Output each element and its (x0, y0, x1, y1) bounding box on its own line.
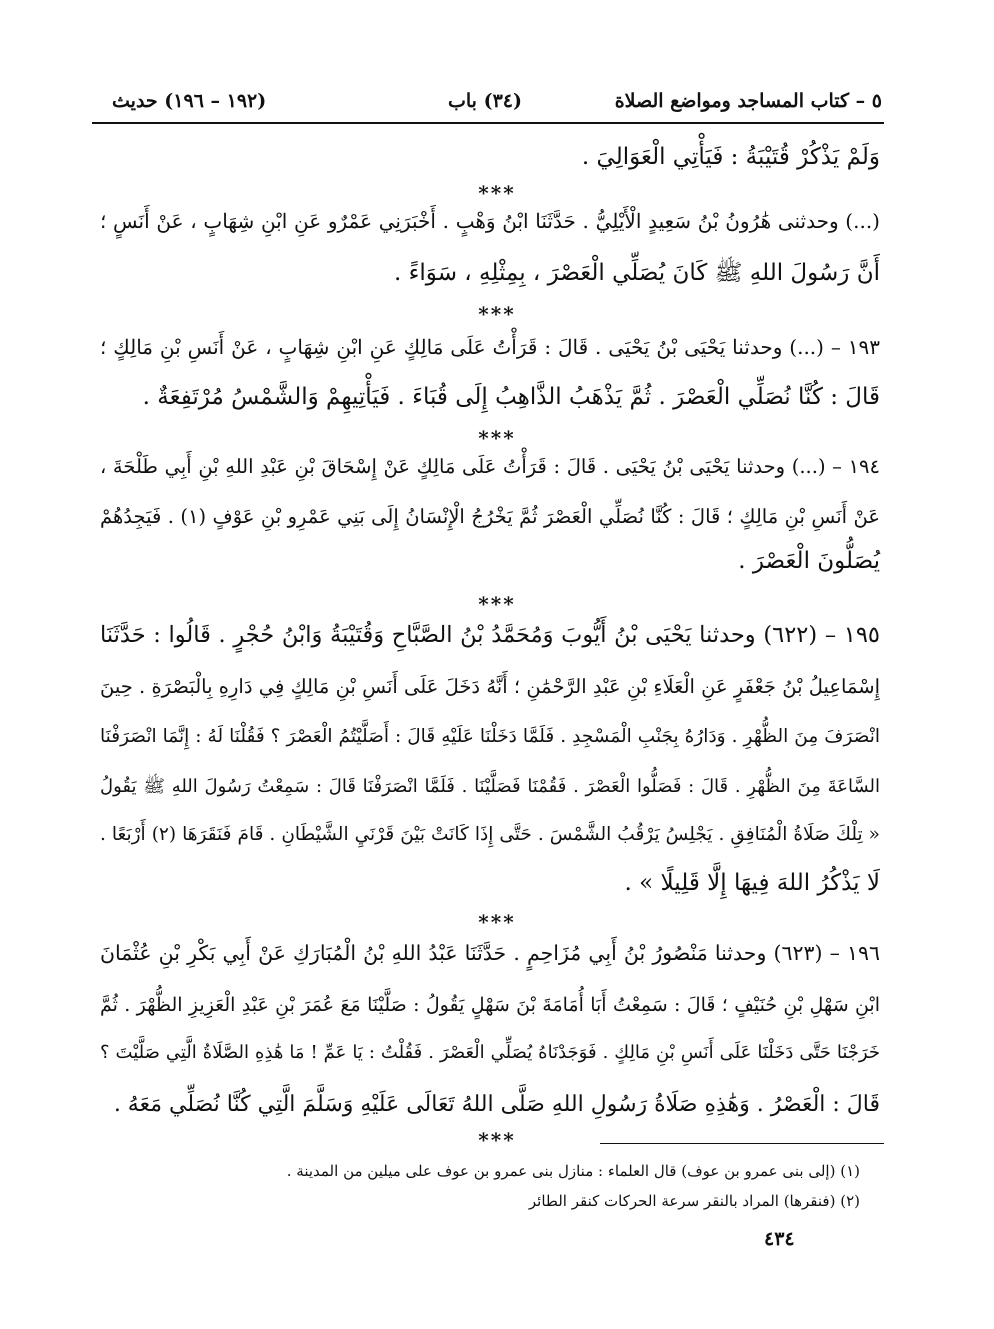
running-header (112, 86, 882, 120)
separator-stars: *** (478, 592, 516, 616)
text-line: « تِلْكَ صَلَاةُ الْمُنَافِقِ . يَجْلِسُ يَرْقُبُ الشَّمْسَ . حَتَّى إِذَا كَانَتْ بَيْنَ قَرْنَيِ الشَّيْطَانِ . قَامَ فَنَقَرَهَا (٢) أَرْبَعًا . (100, 824, 880, 845)
text-line: ١٩٦ – (٦٢٣) وحدثنا مَنْصُورُ بْنُ أَبِي مُزَاحِمٍ . حَدَّثَنَا عَبْدُ اللهِ بْنُ الْمُبَارَكِ عَنْ أَبِي بَكْرِ بْنِ عُثْمَانَ (100, 941, 880, 965)
text-line: انْصَرَفَ مِنَ الظُّهْرِ . وَدَارُهُ بِجَنْبِ الْمَسْجِدِ . فَلَمَّا دَخَلْنَا عَلَيْهِ قَالَ : أَصَلَّيْتُمُ الْعَصْرَ ؟ فَقُلْنَا لَهُ : إِنَّمَا انْصَرَفْنَا (100, 726, 880, 747)
text-line: يُصَلُّونَ الْعَصْرَ . (738, 548, 880, 574)
text-line: ١٩٥ – (٦٢٢) وحدثنا يَحْيَى بْنُ أَيُّوبَ وَمُحَمَّدُ بْنُ الصَّبَّاحِ وَقُتَيْبَةُ وَابْنُ حُجْرٍ . قَالُوا : حَدَّثَنَا (100, 622, 880, 648)
text-line: أَنَّ رَسُولَ اللهِ ﷺ كَانَ يُصَلِّي الْعَصْرَ ، بِمِثْلِهِ ، سَوَاءً . (393, 260, 880, 286)
header-rule (92, 122, 884, 124)
text-line: لَا يَذْكُرُ اللهَ فِيهَا إِلَّا قَلِيلًا » . (624, 870, 880, 896)
footnote: (٢) (فنقرها) المراد بالنقر سرعة الحركات كنقر الطائر (528, 1192, 860, 1210)
text-line: (...) وحدثنى هَٰرُونُ بْنُ سَعِيدٍ الْأَيْلِيُّ . حَدَّثَنَا ابْنُ وَهْبٍ . أَخْبَرَنِي عَمْرٌو عَنِ ابْنِ شِهَابٍ ، عَنْ أَنَسٍ ؛ (100, 209, 880, 233)
separator-stars: *** (478, 910, 516, 934)
page-number: ٤٣٤ (764, 1228, 795, 1250)
header-book-title: ٥ – كتاب المساجد ومواضع الصلاة (614, 90, 882, 112)
text-line: السَّاعَةَ مِنَ الظُّهْرِ . قَالَ : فَصَلُّوا الْعَصْرَ . فَقُمْنَا فَصَلَّيْنَا . فَلَمَّا انْصَرَفْنَا قَالَ : سَمِعْتُ رَسُولَ اللهِ ﷺ يَقُولُ (100, 776, 880, 797)
text-line: إِسْمَاعِيلُ بْنُ جَعْفَرٍ عَنِ الْعَلَاءِ بْنِ عَبْدِ الرَّحْمَٰنِ ؛ أَنَّهُ دَخَلَ عَلَى أَنَسِ بْنِ مَالِكٍ فِي دَارِهِ بِالْبَصْرَةِ . حِينَ (100, 675, 880, 698)
separator-stars: *** (478, 181, 516, 205)
footnote: (١) (إلى بنى عمرو بن عوف) قال العلماء : منازل بنى عمرو بن عوف على ميلين من المدينة . (286, 1162, 860, 1180)
text-line: ١٩٣ – (...) وحدثنا يَحْيَى بْنُ يَحْيَى . قَالَ : قَرَأْتُ عَلَى مَالِكٍ عَنِ ابْنِ شِهَابٍ ، عَنْ أَنَسِ بْنِ مَالِكٍ ؛ (100, 335, 880, 359)
text-line: وَلَمْ يَذْكُرْ قُتَيْبَةُ : فَيَأْتِي الْعَوَالِيَ . (581, 144, 880, 170)
header-hadith-range: (١٩٢ – ١٩٦) حديث (112, 90, 267, 112)
separator-stars: *** (478, 426, 516, 450)
footnote-rule (600, 1143, 884, 1144)
text-line: قَالَ : كُنَّا نُصَلِّي الْعَصْرَ . ثُمَّ يَذْهَبُ الذَّاهِبُ إِلَى قُبَاءَ . فَيَأْتِيهِمْ وَالشَّمْسُ مُرْتَفِعَةٌ . (142, 384, 880, 410)
text-line: خَرَجْنَا حَتَّى دَخَلْنَا عَلَى أَنَسِ بْنِ مَالِكٍ . فَوَجَدْنَاهُ يُصَلِّي الْعَصْرَ . فَقُلْتُ : يَا عَمِّ ! مَا هَٰذِهِ الصَّلَاةُ الَّتِي صَلَّيْتَ ؟ (100, 1042, 880, 1063)
separator-stars: *** (478, 1128, 516, 1152)
text-line: ١٩٤ – (...) وحدثنا يَحْيَى بْنُ يَحْيَى . قَالَ : قَرَأْتُ عَلَى مَالِكٍ عَنْ إِسْحَاقَ بْنِ عَبْدِ اللهِ بْنِ أَبِي طَلْحَةَ ، (100, 455, 880, 478)
separator-stars: *** (478, 302, 516, 326)
header-chapter: (٣٤) باب (448, 90, 522, 112)
text-line: عَنْ أَنَسِ بْنِ مَالِكٍ ؛ قَالَ : كُنَّا نُصَلِّي الْعَصْرَ ثُمَّ يَخْرُجُ الْإِنْسَانُ إِلَى بَنِي عَمْرِو بْنِ عَوْفٍ (١) . فَيَجِدُهُمْ (100, 505, 880, 528)
text-line: قَالَ : الْعَصْرُ . وَهَٰذِهِ صَلَاةُ رَسُولِ اللهِ صَلَّى اللهُ تَعَالَى عَلَيْهِ وَسَلَّمَ الَّتِي كُنَّا نُصَلِّي مَعَهُ . (113, 1092, 880, 1117)
text-line: ابْنِ سَهْلِ بْنِ حُنَيْفٍ ؛ قَالَ : سَمِعْتُ أَبَا أُمَامَةَ بْنَ سَهْلٍ يَقُولُ : صَلَّيْنَا مَعَ عُمَرَ بْنِ عَبْدِ الْعَزِيزِ الظُّهْرَ . ثُمَّ (100, 994, 880, 1016)
